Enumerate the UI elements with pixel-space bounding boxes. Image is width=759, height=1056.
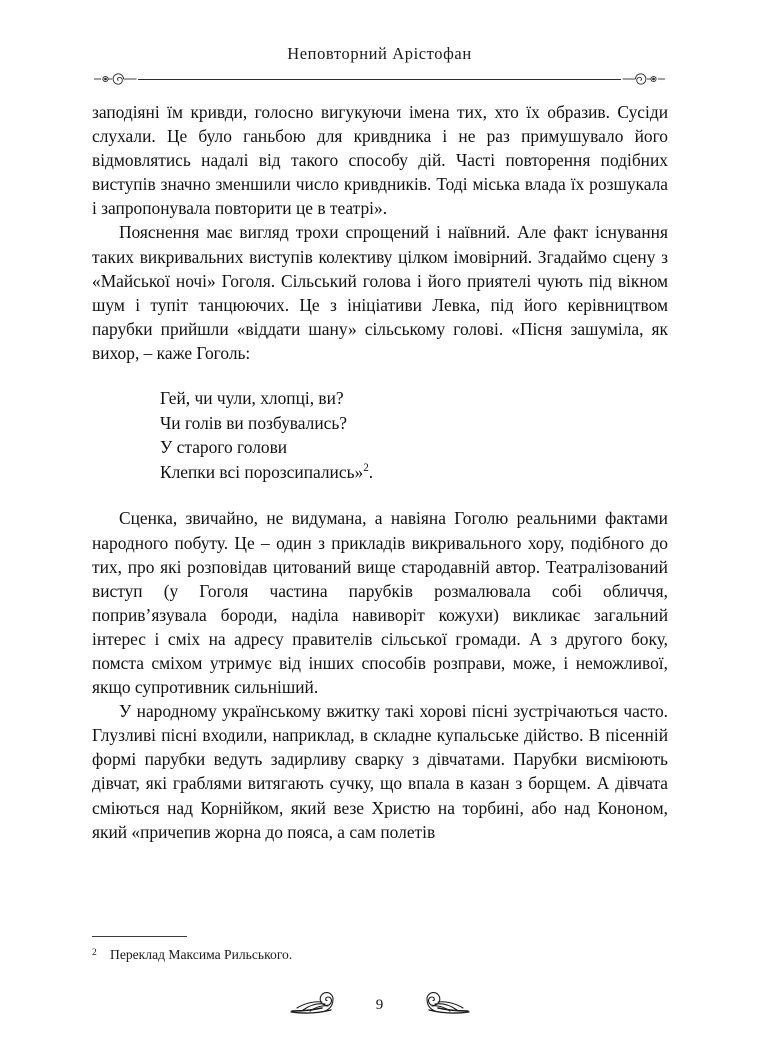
header-ornamental-rule: [92, 72, 667, 86]
paragraph: У народному українському вжитку такі хорові пісні зустрічаються часто. Глузливі пісні входили, наприклад, в складне купальське дійство. В пісенній формі парубки ведуть задирливу сварку з дівчатами. Парубки висміюють дівчат, які граблями витягають сучку, що впала в казан з борщем. А дівчата сміються над Корнійком, який везе Христю на торбині, або над Кононом, який «причепив жорна до пояса, а сам полетів: [92, 701, 668, 842]
running-head-title: Неповторний Арістофан: [287, 44, 472, 63]
verse-line-text: Клепки всі порозсипались»: [160, 461, 364, 482]
footnote-marker: 2: [92, 948, 97, 958]
verse-line: У старого голови: [160, 437, 288, 458]
page-body: [92, 100, 668, 844]
verse-line: Гей, чи чули, хлопці, ви?: [160, 388, 344, 409]
spiral-flourish-left-icon: [92, 72, 138, 86]
paragraph: заподіяні їм кривди, голосно вигукуючи імена тих, хто їх образив. Сусіди слухали. Це було ганьбою для кривдника і не раз примушувало його відмовлятись надалі від такого способу дій. Часті повторення подібних виступів значно зменшили число кривдників. Тоді міська влада їх розшукала і запропонувала повторити це в театрі».: [92, 102, 668, 219]
page-folio: [0, 990, 759, 1020]
leaf-flourish-left-icon: [289, 992, 357, 1018]
verse-line: Чи голів ви позбувались?: [160, 412, 348, 433]
footnote-text: Переклад Максима Рильського.: [110, 947, 293, 962]
paragraph: Сценка, звичайно, не видумана, а навіяна Гоголю реальними фактами народного побуту. Це – один з прикладів викривального хору, подібного до тих, про які розповідав цитований вище стародавній автор. Театралізований виступ (у Гоголя частина парубків розмалювала собі обличчя, поприв’язувала бороди, наділа навиворіт кожухи) викликає загальний інтерес і сміх на адресу правителів сільської громади. А з другого боку, помста сміхом утримує від інших способів розправи, може, і неможливої, якщо супротивник сильніший.: [92, 508, 668, 698]
footnote-separator-rule: [92, 936, 187, 937]
spiral-flourish-right-icon: [621, 72, 667, 86]
verse-block: [92, 386, 668, 484]
running-head: [92, 44, 667, 90]
page-number: 9: [375, 996, 384, 1013]
header-rule-line: [138, 79, 621, 80]
paragraph: Пояснення має вигляд трохи спрощений і наївний. Але факт існування таких викривальних виступів колективу цілком імовірний. Згадаймо сцену з «Майської ночі» Гоголя. Сільський голова і його приятелі чують під вікном шум і тупіт танцюючих. Це з ініціативи Левка, під його керівництвом парубки прийшли «віддати шану» сільському голові. «Пісня зашуміла, як вихор, – каже Гоголь:: [92, 222, 668, 363]
footnote-item: [92, 946, 668, 966]
verse-trailing-punctuation: .: [368, 461, 374, 482]
leaf-flourish-right-icon: [403, 992, 471, 1018]
footnote-reference[interactable]: 2: [363, 462, 369, 475]
footnote-area: [92, 936, 668, 966]
verse-line-with-footnote: [160, 460, 668, 485]
